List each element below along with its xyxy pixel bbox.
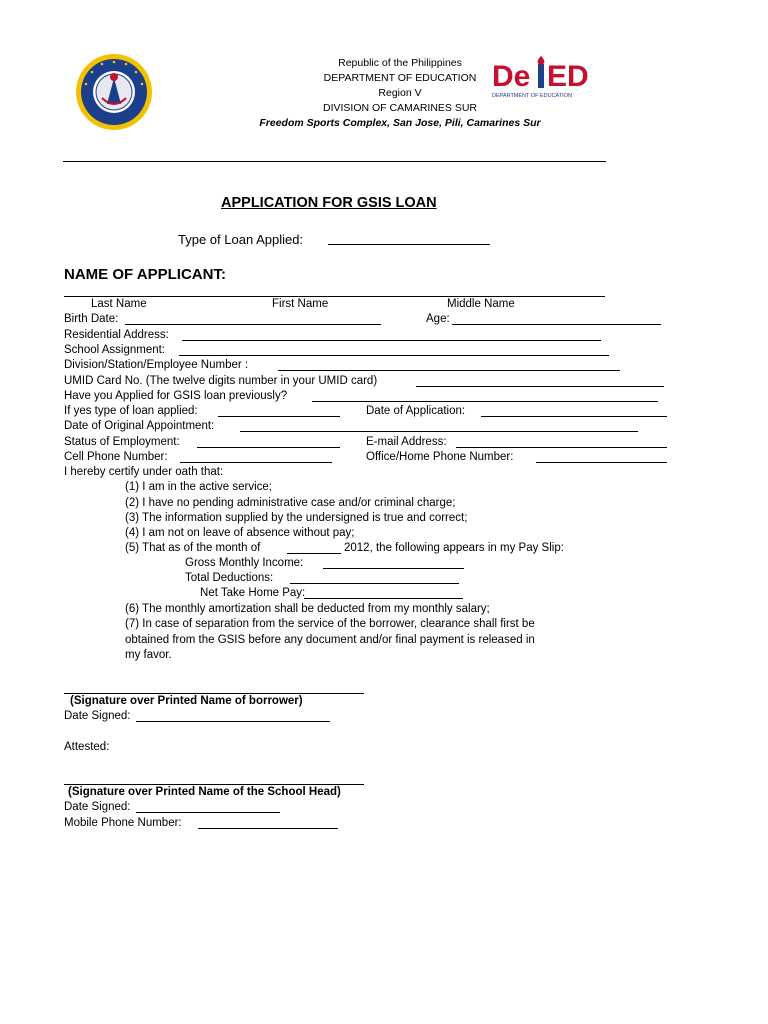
form-title: APPLICATION FOR GSIS LOAN	[221, 195, 437, 211]
header-address: Freedom Sports Complex, San Jose, Pili, Camarines Sur	[259, 117, 541, 129]
date-of-application-label: Date of Application:	[366, 405, 466, 417]
header-line-2: DEPARTMENT OF EDUCATION	[323, 72, 477, 84]
date-signed-label: Date Signed:	[64, 710, 131, 722]
school-head-signature-label: (Signature over Printed Name of the School Head)	[68, 786, 341, 798]
certify-item-3: (3) The information supplied by the undersigned is true and correct;	[125, 512, 468, 524]
umid-field[interactable]	[416, 386, 664, 387]
applicant-name-field[interactable]	[64, 296, 605, 297]
division-station-field[interactable]	[278, 370, 620, 371]
deped-seal-logo	[74, 52, 154, 132]
gross-income-label: Gross Monthly Income:	[185, 557, 304, 569]
certify-item-7c: my favor.	[125, 649, 172, 661]
age-field[interactable]	[452, 324, 661, 325]
umid-label: UMID Card No. (The twelve digits number in your UMID card)	[64, 375, 378, 387]
certify-item-5a: (5) That as of the month of	[125, 542, 261, 554]
school-assignment-label: School Assignment:	[64, 344, 166, 356]
date-of-application-field[interactable]	[481, 416, 667, 417]
school-head-signature-field[interactable]	[64, 784, 364, 785]
name-of-applicant-heading: NAME OF APPLICANT:	[64, 266, 226, 283]
certify-item-6: (6) The monthly amortization shall be deducted from my monthly salary;	[125, 603, 490, 615]
first-name-label: First Name	[272, 298, 329, 310]
cell-phone-field[interactable]	[180, 462, 332, 463]
month-field[interactable]	[287, 553, 341, 554]
email-field[interactable]	[456, 447, 667, 448]
svg-text:De: De	[492, 60, 531, 93]
net-pay-field[interactable]	[304, 598, 463, 599]
middle-name-label: Middle Name	[447, 298, 515, 310]
attested-label: Attested:	[64, 741, 110, 753]
if-yes-label: If yes type of loan applied:	[64, 405, 198, 417]
age-label: Age:	[426, 313, 450, 325]
svg-text:ED: ED	[547, 60, 589, 93]
type-of-loan-label: Type of Loan Applied:	[178, 232, 304, 247]
office-phone-label: Office/Home Phone Number:	[366, 451, 514, 463]
header-line-4: DIVISION OF CAMARINES SUR	[322, 102, 478, 114]
date-signed-field[interactable]	[136, 721, 330, 722]
total-deductions-label: Total Deductions:	[185, 572, 274, 584]
last-name-label: Last Name	[91, 298, 147, 310]
mobile-phone-field[interactable]	[198, 828, 338, 829]
certify-item-4: (4) I am not on leave of absence without pay;	[125, 527, 355, 539]
email-label: E-mail Address:	[366, 436, 447, 448]
status-employment-label: Status of Employment:	[64, 436, 180, 448]
status-employment-field[interactable]	[197, 447, 340, 448]
residential-address-field[interactable]	[182, 340, 601, 341]
net-pay-label: Net Take Home Pay:	[200, 587, 306, 599]
office-phone-field[interactable]	[536, 462, 667, 463]
certify-item-2: (2) I have no pending administrative case and/or criminal charge;	[125, 497, 456, 509]
certify-item-7a: (7) In case of separation from the service of the borrower, clearance shall first be	[125, 618, 535, 630]
if-yes-field[interactable]	[218, 416, 340, 417]
header-line-3: Region V	[378, 87, 422, 99]
certify-item-1: (1) I am in the active service;	[125, 481, 272, 493]
cell-phone-label: Cell Phone Number:	[64, 451, 168, 463]
gross-income-field[interactable]	[323, 568, 464, 569]
certify-item-5b: 2012, the following appears in my Pay Slip:	[344, 542, 564, 554]
header-rule	[63, 161, 606, 162]
type-of-loan-field[interactable]	[328, 244, 490, 245]
date-signed-2-label: Date Signed:	[64, 801, 131, 813]
mobile-phone-label: Mobile Phone Number:	[64, 817, 182, 829]
birth-date-label: Birth Date:	[64, 313, 119, 325]
division-station-label: Division/Station/Employee Number :	[64, 359, 249, 371]
applied-previously-label: Have you Applied for GSIS loan previously?	[64, 390, 288, 402]
total-deductions-field[interactable]	[290, 583, 459, 584]
birth-date-field[interactable]	[125, 324, 381, 325]
certify-item-7b: obtained from the GSIS before any document and/or final payment is released in	[125, 634, 535, 646]
borrower-signature-field[interactable]	[64, 693, 364, 694]
date-original-field[interactable]	[240, 431, 638, 432]
date-signed-2-field[interactable]	[136, 812, 280, 813]
header-line-1: Republic of the Philippines	[338, 57, 462, 69]
date-original-label: Date of Original Appointment:	[64, 420, 215, 432]
svg-text:DEPARTMENT OF EDUCATION: DEPARTMENT OF EDUCATION	[492, 93, 572, 99]
residential-address-label: Residential Address:	[64, 329, 169, 341]
school-assignment-field[interactable]	[179, 355, 609, 356]
borrower-signature-label: (Signature over Printed Name of borrower)	[70, 695, 303, 707]
applied-previously-field[interactable]	[312, 401, 658, 402]
certify-text: I hereby certify under oath that:	[64, 466, 224, 478]
